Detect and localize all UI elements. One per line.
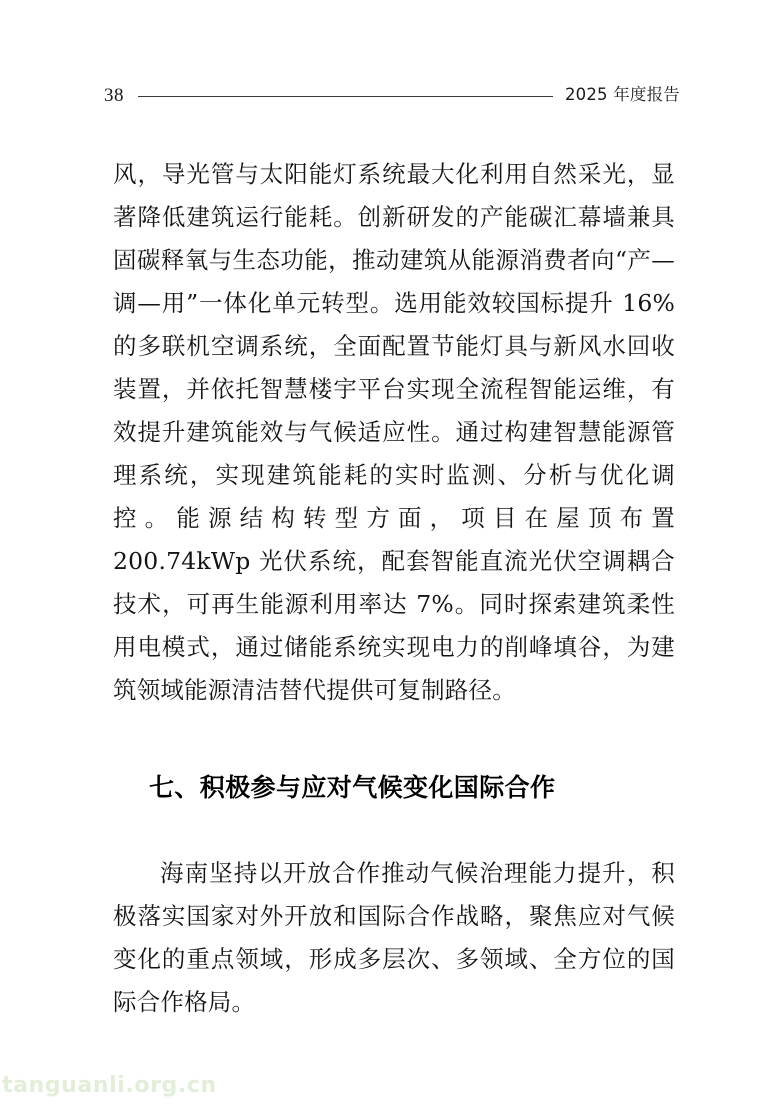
spacer-before-heading	[113, 712, 675, 768]
page-header	[104, 82, 680, 108]
page-content	[113, 153, 675, 1024]
site-watermark: tanguanli.org.cn	[2, 1073, 217, 1098]
section-heading-seven: 七、积极参与应对气候变化国际合作	[149, 773, 556, 802]
body-paragraph-international-cooperation: 海南坚持以开放合作推动气候治理能力提升，积极落实国家对外开放和国际合作战略，聚焦应对气候变化的重点领域，形成多层次、多领域、全方位的国际合作格局。	[113, 859, 675, 1016]
body-paragraph-building-energy: 风，导光管与太阳能灯系统最大化利用自然采光，显著降低建筑运行能耗。创新研发的产能碳汇幕墙兼具固碳释氧与生态功能，推动建筑从能源消费者向“产—调—用”一体化单元转型。选用能效较国标提升 16%的多联机空调系统，全面配置节能灯具与新风水回收装置，并依托智慧楼宇平台实现全流程智能运维，有效提升建筑能效与气候适应性。通过构建智慧能源管理系统，实现建筑能耗的实时监测、分析与优化调控。能源结构转型方面，项目在屋顶布置 200.74kWp 光伏系统，配套智能直流光伏空调耦合技术，可再生能源利用率达 7%。同时探索建筑柔性用电模式，通过储能系统实现电力的削峰填谷，为建筑领域能源清洁替代提供可复制路径。	[113, 160, 675, 704]
page-number: 38	[104, 84, 124, 106]
document-title: 2025 年度报告	[564, 84, 680, 104]
header-divider-rule	[138, 96, 553, 97]
spacer-after-heading	[113, 808, 675, 852]
